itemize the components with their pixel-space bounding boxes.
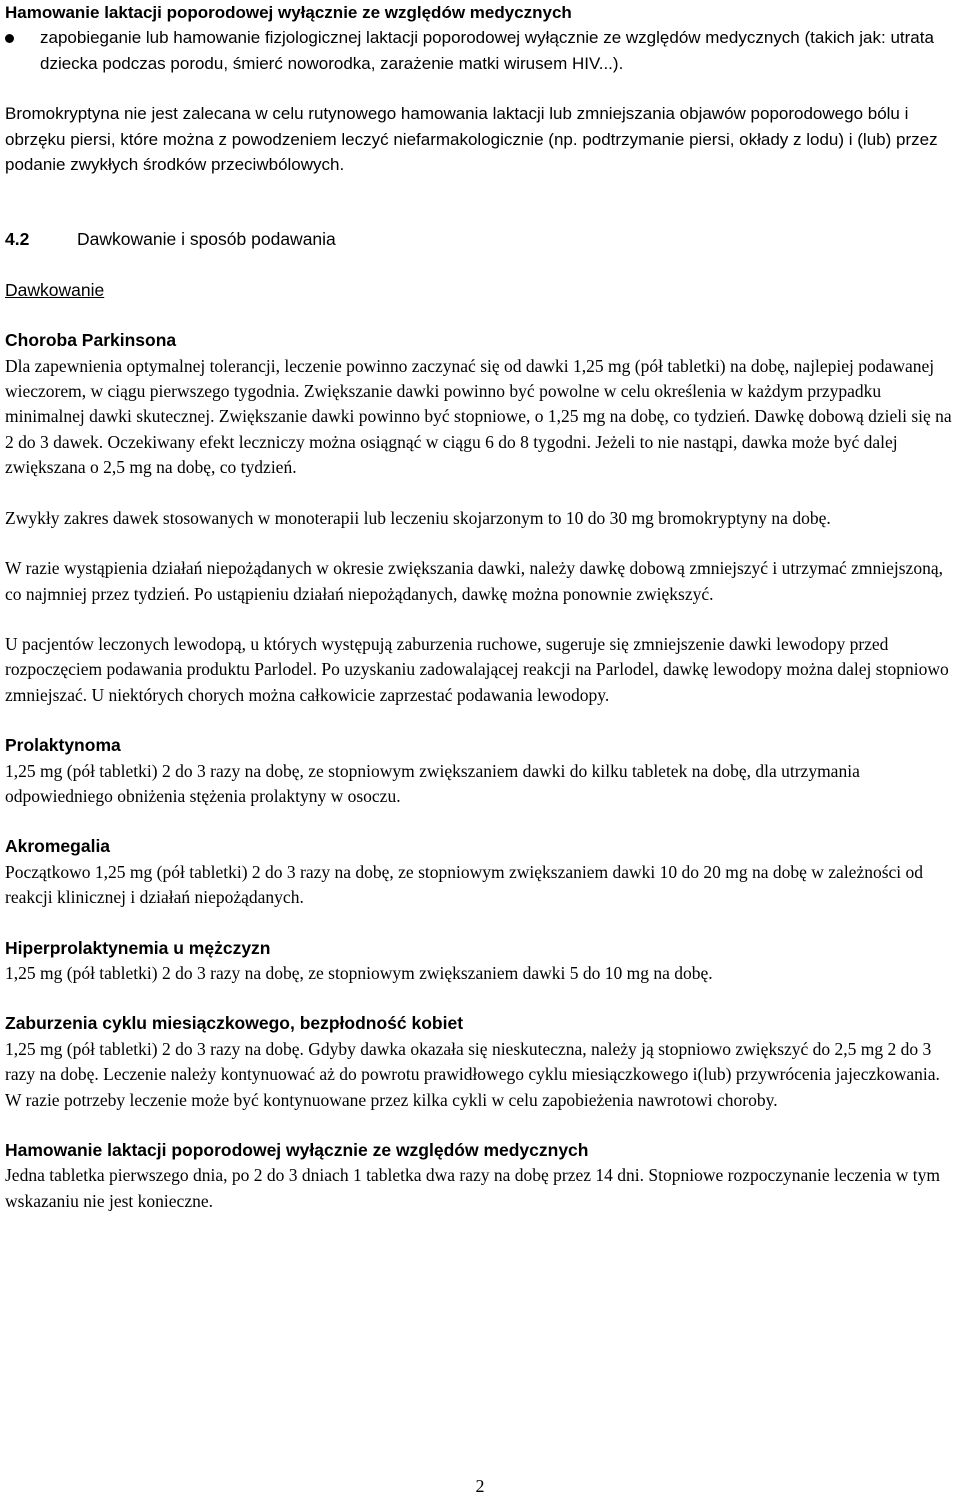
hamowanie-text: Jedna tabletka pierwszego dnia, po 2 do 3 dniach 1 tabletka dwa razy na dobę przez 14 dni. Stopniowe rozpoczynanie leczenia w tym wskazaniu nie jest konieczne. xyxy=(5,1165,940,1211)
zaburzenia-text: 1,25 mg (pół tabletki) 2 do 3 razy na dobę. Gdyby dawka okazała się nieskuteczna, należy ją stopniowo zwiększyć do 2,5 mg 2 do 3 razy na dobę. Leczenie należy kontynuować aż do powrotu prawidłowego cyklu miesiączkowego i(lub) przywrócenia jajeczkowania. W razie potrzeby leczenie może być kontynuowane przez kilka cykli w celu zapobieżenia nawrotowi choroby. xyxy=(5,1038,940,1110)
parkinson-paragraph-1: Dla zapewnienia optymalnej tolerancji, leczenie powinno zaczynać się od dawki 1,25 mg (pół tabletki) na dobę, najlepiej podawanej wieczorem, w ciągu pierwszego tygodnia. Zwiększanie dawki powinno być powolne w celu określenia w każdym przypadku minimalnej dawki skutecznej. Zwiększanie dawki powinno być stopniowe, o 1,25 mg na dobę, co tydzień. Dawkę dobową dzieli się na 2 do 3 dawek. Oczekiwany efekt leczniczy można osiągnąć w ciągu 6 do 8 tygodni. Jeżeli to nie nastąpi, dawka może być dalej zwiększana o 2,5 mg na dobę, co tydzień. xyxy=(5,355,952,478)
section-title-text: Dawkowanie i sposób podawania xyxy=(77,229,336,250)
parkinson-paragraph-3: W razie wystąpienia działań niepożądanych w okresie zwiększania dawki, należy dawkę dobową zmniejszyć i utrzymać zmniejszoną, co najmniej przez tydzień. Po ustąpieniu działań niepożądanych, dawkę można ponownie zwiększyć. xyxy=(5,558,943,604)
prolaktynoma-heading: Prolaktynoma xyxy=(5,735,121,756)
hiperprolaktynemia-heading: Hiperprolaktynemia u mężczyzn xyxy=(5,937,271,958)
zaburzenia-heading: Zaburzenia cyklu miesiączkowego, bezpłodność kobiet xyxy=(5,1013,464,1034)
hamowanie-heading: Hamowanie laktacji poporodowej wyłącznie ze względów medycznych xyxy=(5,1140,589,1160)
section-title xyxy=(5,227,957,252)
prolaktynoma-text: 1,25 mg (pół tabletki) 2 do 3 razy na dobę, ze stopniowym zwiększaniem dawki do kilku tabletek na dobę, dla utrzymania odpowiedniego obniżenia stężenia prolaktyny w osoczu. xyxy=(5,760,860,806)
parkinson-paragraph-2: Zwykły zakres dawek stosowanych w monoterapii lub leczeniu skojarzonym to 10 do 30 mg bromokryptyny na dobę. xyxy=(5,507,831,528)
document-page xyxy=(5,0,957,1239)
top-heading: Hamowanie laktacji poporodowej wyłącznie ze względów medycznych xyxy=(5,3,572,22)
parkinson-heading: Choroba Parkinsona xyxy=(5,330,177,351)
list-item xyxy=(5,25,957,76)
bullet-icon xyxy=(5,34,14,43)
akromegalia-heading: Akromegalia xyxy=(5,836,111,857)
hiperprolaktynemia-text: 1,25 mg (pół tabletki) 2 do 3 razy na dobę, ze stopniowym zwiększaniem dawki 5 do 10 mg na dobę. xyxy=(5,962,713,983)
section-number: 4.2 xyxy=(5,229,30,250)
bullet-text: zapobieganie lub hamowanie fizjologicznej laktacji poporodowej wyłącznie ze względów medycznych (takich jak: utrata dziecka podczas porodu, śmierć noworodka, zarażenie matki wirusem HIV...). xyxy=(40,28,934,73)
parkinson-paragraph-4: U pacjentów leczonych lewodopą, u których występują zaburzenia ruchowe, sugeruje się zmniejszenie dawki lewodopy przed rozpoczęciem podawania produktu Parlodel. Po uzyskaniu zadowalającej reakcji na Parlodel, dawkę lewodopy można dalej stopniowo zmniejszać. U niektórych chorych można całkowicie zaprzestać podawania lewodopy. xyxy=(5,633,949,705)
page-number: 2 xyxy=(475,1476,485,1496)
subsection-title: Dawkowanie xyxy=(5,279,105,300)
akromegalia-text: Początkowo 1,25 mg (pół tabletki) 2 do 3 razy na dobę, ze stopniowym zwiększaniem dawki 10 do 20 mg na dobę w zależności od reakcji klinicznej i działań niepożądanych. xyxy=(5,861,924,908)
bromo-note: Bromokryptyna nie jest zalecana w celu rutynowego hamowania laktacji lub zmniejszania objawów poporodowego bólu i obrzęku piersi, które można z powodzeniem leczyć niefarmakologicznie (np. podtrzymanie piersi, okłady z lodu) i (lub) przez podanie zwykłych środków przeciwbólowych. xyxy=(5,104,938,175)
